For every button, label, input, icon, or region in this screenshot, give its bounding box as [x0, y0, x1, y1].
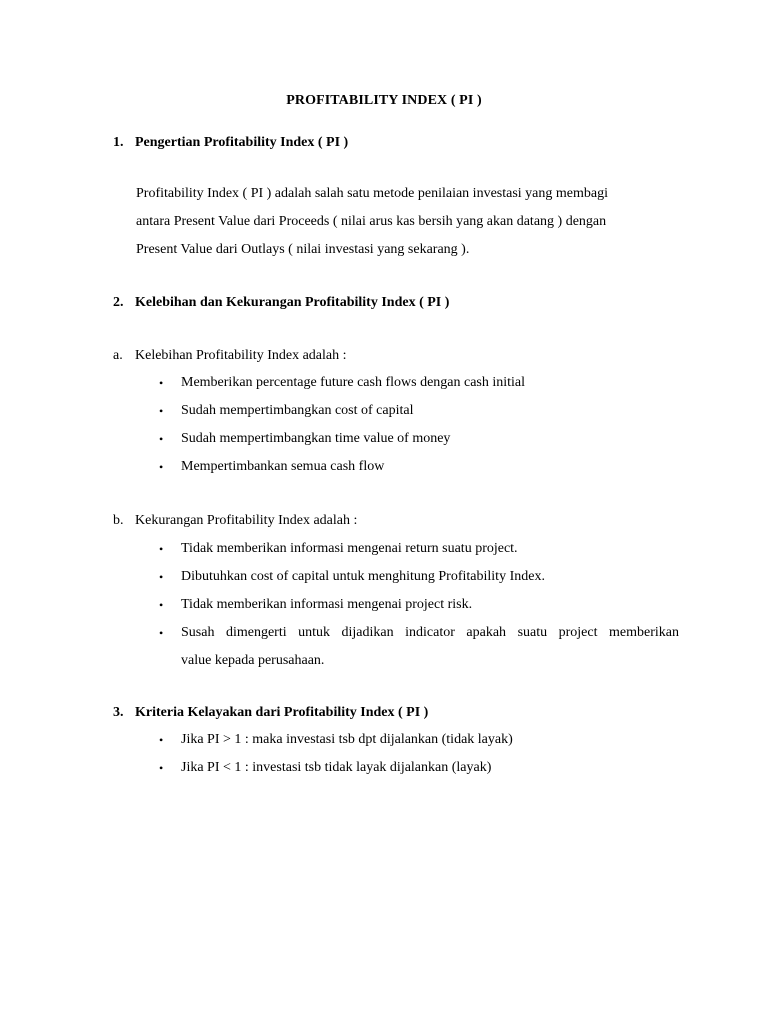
document-title: PROFITABILITY INDEX ( PI ): [286, 93, 482, 108]
section-1-number: 1.: [113, 135, 124, 150]
list-item: • Tidak memberikan informasi mengenai return suatu project.: [157, 535, 679, 563]
criteria-list: [157, 726, 679, 782]
section-2-title: Kelebihan dan Kekurangan Profitability Index ( PI ): [135, 295, 450, 310]
list-item: • Mempertimbankan semua cash flow: [157, 453, 679, 481]
list-item: • Memberikan percentage future cash flows dengan cash initial: [157, 369, 679, 397]
list-item: • Jika PI < 1 : investasi tsb tidak layak dijalankan (layak): [157, 754, 679, 782]
bullet-icon: •: [159, 733, 164, 747]
list-item: • Jika PI > 1 : maka investasi tsb dpt dijalankan (tidak layak): [157, 726, 679, 754]
section-1-heading: [113, 135, 348, 151]
subsection-b-label: [113, 513, 357, 529]
section-3-title: Kriteria Kelayakan dari Profitability Index ( PI ): [135, 705, 429, 720]
subsection-a-letter: a.: [113, 348, 123, 363]
subsection-b-letter: b.: [113, 513, 124, 528]
subsection-a-text: Kelebihan Profitability Index adalah :: [135, 348, 347, 363]
section-3-heading: [113, 705, 428, 721]
bullet-icon: •: [159, 404, 164, 418]
list-item: • Tidak memberikan informasi mengenai project risk.: [157, 591, 679, 619]
section-2-number: 2.: [113, 295, 124, 310]
bullet-icon: •: [159, 626, 164, 640]
list-item: • Dibutuhkan cost of capital untuk menghitung Profitability Index.: [157, 563, 679, 591]
paragraph-line: Present Value dari Outlays ( nilai investasi yang sekarang ).: [136, 242, 470, 257]
section-1-paragraph: [136, 180, 681, 264]
advantages-list: [157, 369, 679, 481]
subsection-b-text: Kekurangan Profitability Index adalah :: [135, 513, 358, 528]
bullet-icon: •: [159, 460, 164, 474]
paragraph-line: antara Present Value dari Proceeds ( nilai arus kas bersih yang akan datang ) dengan: [136, 214, 607, 229]
list-item: [157, 619, 679, 675]
list-item-line: value kepada perusahaan.: [181, 653, 325, 668]
bullet-icon: •: [159, 761, 164, 775]
section-2-heading: [113, 295, 449, 311]
bullet-icon: •: [159, 542, 164, 556]
section-3-number: 3.: [113, 705, 124, 720]
bullet-icon: •: [159, 432, 164, 446]
section-1-title: Pengertian Profitability Index ( PI ): [135, 135, 349, 150]
list-item: • Sudah mempertimbangkan time value of money: [157, 425, 679, 453]
list-item-line: Susah dimengerti untuk dijadikan indicator apakah suatu project memberikan: [181, 625, 679, 640]
bullet-icon: •: [159, 570, 164, 584]
list-item: • Sudah mempertimbangkan cost of capital: [157, 397, 679, 425]
subsection-a-label: [113, 348, 347, 364]
bullet-icon: •: [159, 376, 164, 390]
disadvantages-list: [157, 535, 679, 675]
bullet-icon: •: [159, 598, 164, 612]
paragraph-line: Profitability Index ( PI ) adalah salah satu metode penilaian investasi yang membagi: [136, 186, 608, 201]
